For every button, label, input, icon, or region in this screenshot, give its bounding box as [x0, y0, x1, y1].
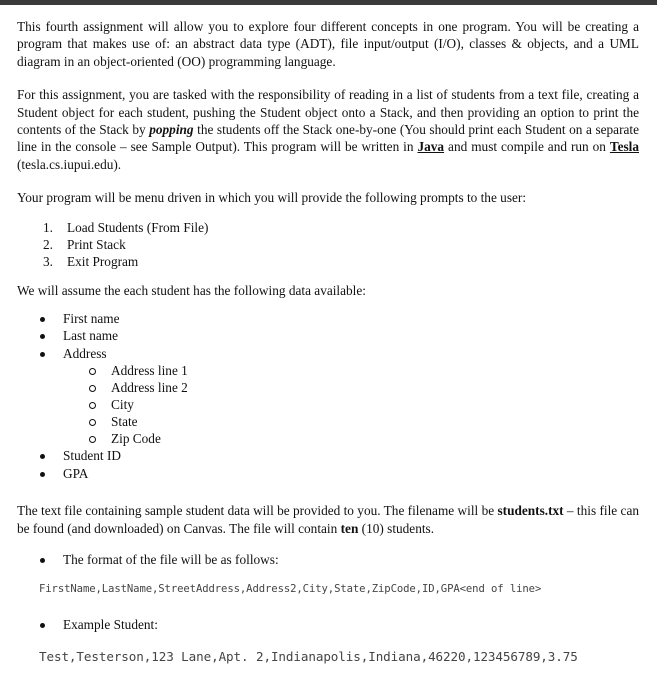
- bullet-icon: [40, 334, 45, 339]
- address-sublist: [63, 362, 639, 447]
- list-item: Student ID: [39, 447, 639, 464]
- menu-options-list: [17, 219, 639, 270]
- top-border: [0, 0, 657, 5]
- example-code-line: Test,Testerson,123 Lane,Apt. 2,Indianapolis,Indiana,46220,123456789,3.75: [39, 649, 578, 665]
- menu-option: 3. Exit Program: [43, 253, 139, 269]
- circle-bullet-icon: [89, 419, 96, 426]
- bullet-icon: [40, 352, 45, 357]
- task-paragraph: For this assignment, you are tasked with the responsibility of reading in a list of students from a text file, creating a Student object for each student, pushing the Student object onto a Stack, and then providing an option to print the contents of the Stack by popping the students off the Stack one-by-one (You should print each Student on a separate line in the console – see Sample Output). This program will be written in Java and must compile and run on Tesla (tesla.cs.iupui.edu).: [17, 87, 640, 172]
- ten-emphasis: ten: [340, 520, 359, 536]
- file-paragraph: The text file containing sample student data will be provided to you. The filename will be students.txt – this file can be found (and downloaded) on Canvas. The file will contain ten (10) students.: [17, 503, 639, 536]
- assignment-document: [17, 18, 639, 666]
- list-item: Last name: [39, 327, 639, 344]
- circle-bullet-icon: [89, 402, 96, 409]
- list-item: Example Student:: [39, 616, 639, 633]
- bullet-icon: [40, 623, 45, 628]
- data-intro: We will assume the each student has the following data available:: [17, 282, 366, 298]
- bullet-icon: [40, 558, 45, 563]
- example-list: [17, 616, 639, 633]
- sublist-item: City: [89, 396, 639, 413]
- student-fields-list: [17, 310, 639, 482]
- circle-bullet-icon: [89, 368, 96, 375]
- bullet-icon: [40, 317, 45, 322]
- menu-option: 2. Print Stack: [43, 236, 126, 252]
- circle-bullet-icon: [89, 436, 96, 443]
- bullet-icon: [40, 472, 45, 477]
- format-code-line: FirstName,LastName,StreetAddress,Address2,City,State,ZipCode,ID,GPA<end of line>: [39, 582, 542, 595]
- sublist-item: State: [89, 413, 639, 430]
- list-item: GPA: [39, 465, 639, 482]
- sublist-item: Address line 2: [89, 379, 639, 396]
- sublist-item: Address line 1: [89, 362, 639, 379]
- format-list: [17, 551, 639, 568]
- tesla-emphasis: Tesla: [609, 139, 639, 155]
- intro-paragraph: This fourth assignment will allow you to explore four different concepts in one program. You will be creating a program that makes use of: an abstract data type (ADT), file input/output (I/O), classes & objects, and a UML diagram in an object-oriented (OO) programming language.: [17, 19, 639, 69]
- menu-option: 1. Load Students (From File): [43, 219, 209, 235]
- list-item: First name: [39, 310, 639, 327]
- java-emphasis: Java: [417, 139, 445, 155]
- sublist-item: Zip Code: [89, 430, 639, 447]
- list-item: The format of the file will be as follows:: [39, 551, 639, 568]
- list-item: Address Address line 1 Address line 2 City State Zip Code: [39, 345, 639, 447]
- circle-bullet-icon: [89, 385, 96, 392]
- bullet-icon: [40, 454, 45, 459]
- popping-emphasis: popping: [149, 122, 194, 138]
- menu-intro: Your program will be menu driven in which you will provide the following prompts to the user:: [17, 190, 527, 206]
- filename-emphasis: students.txt: [497, 503, 564, 519]
